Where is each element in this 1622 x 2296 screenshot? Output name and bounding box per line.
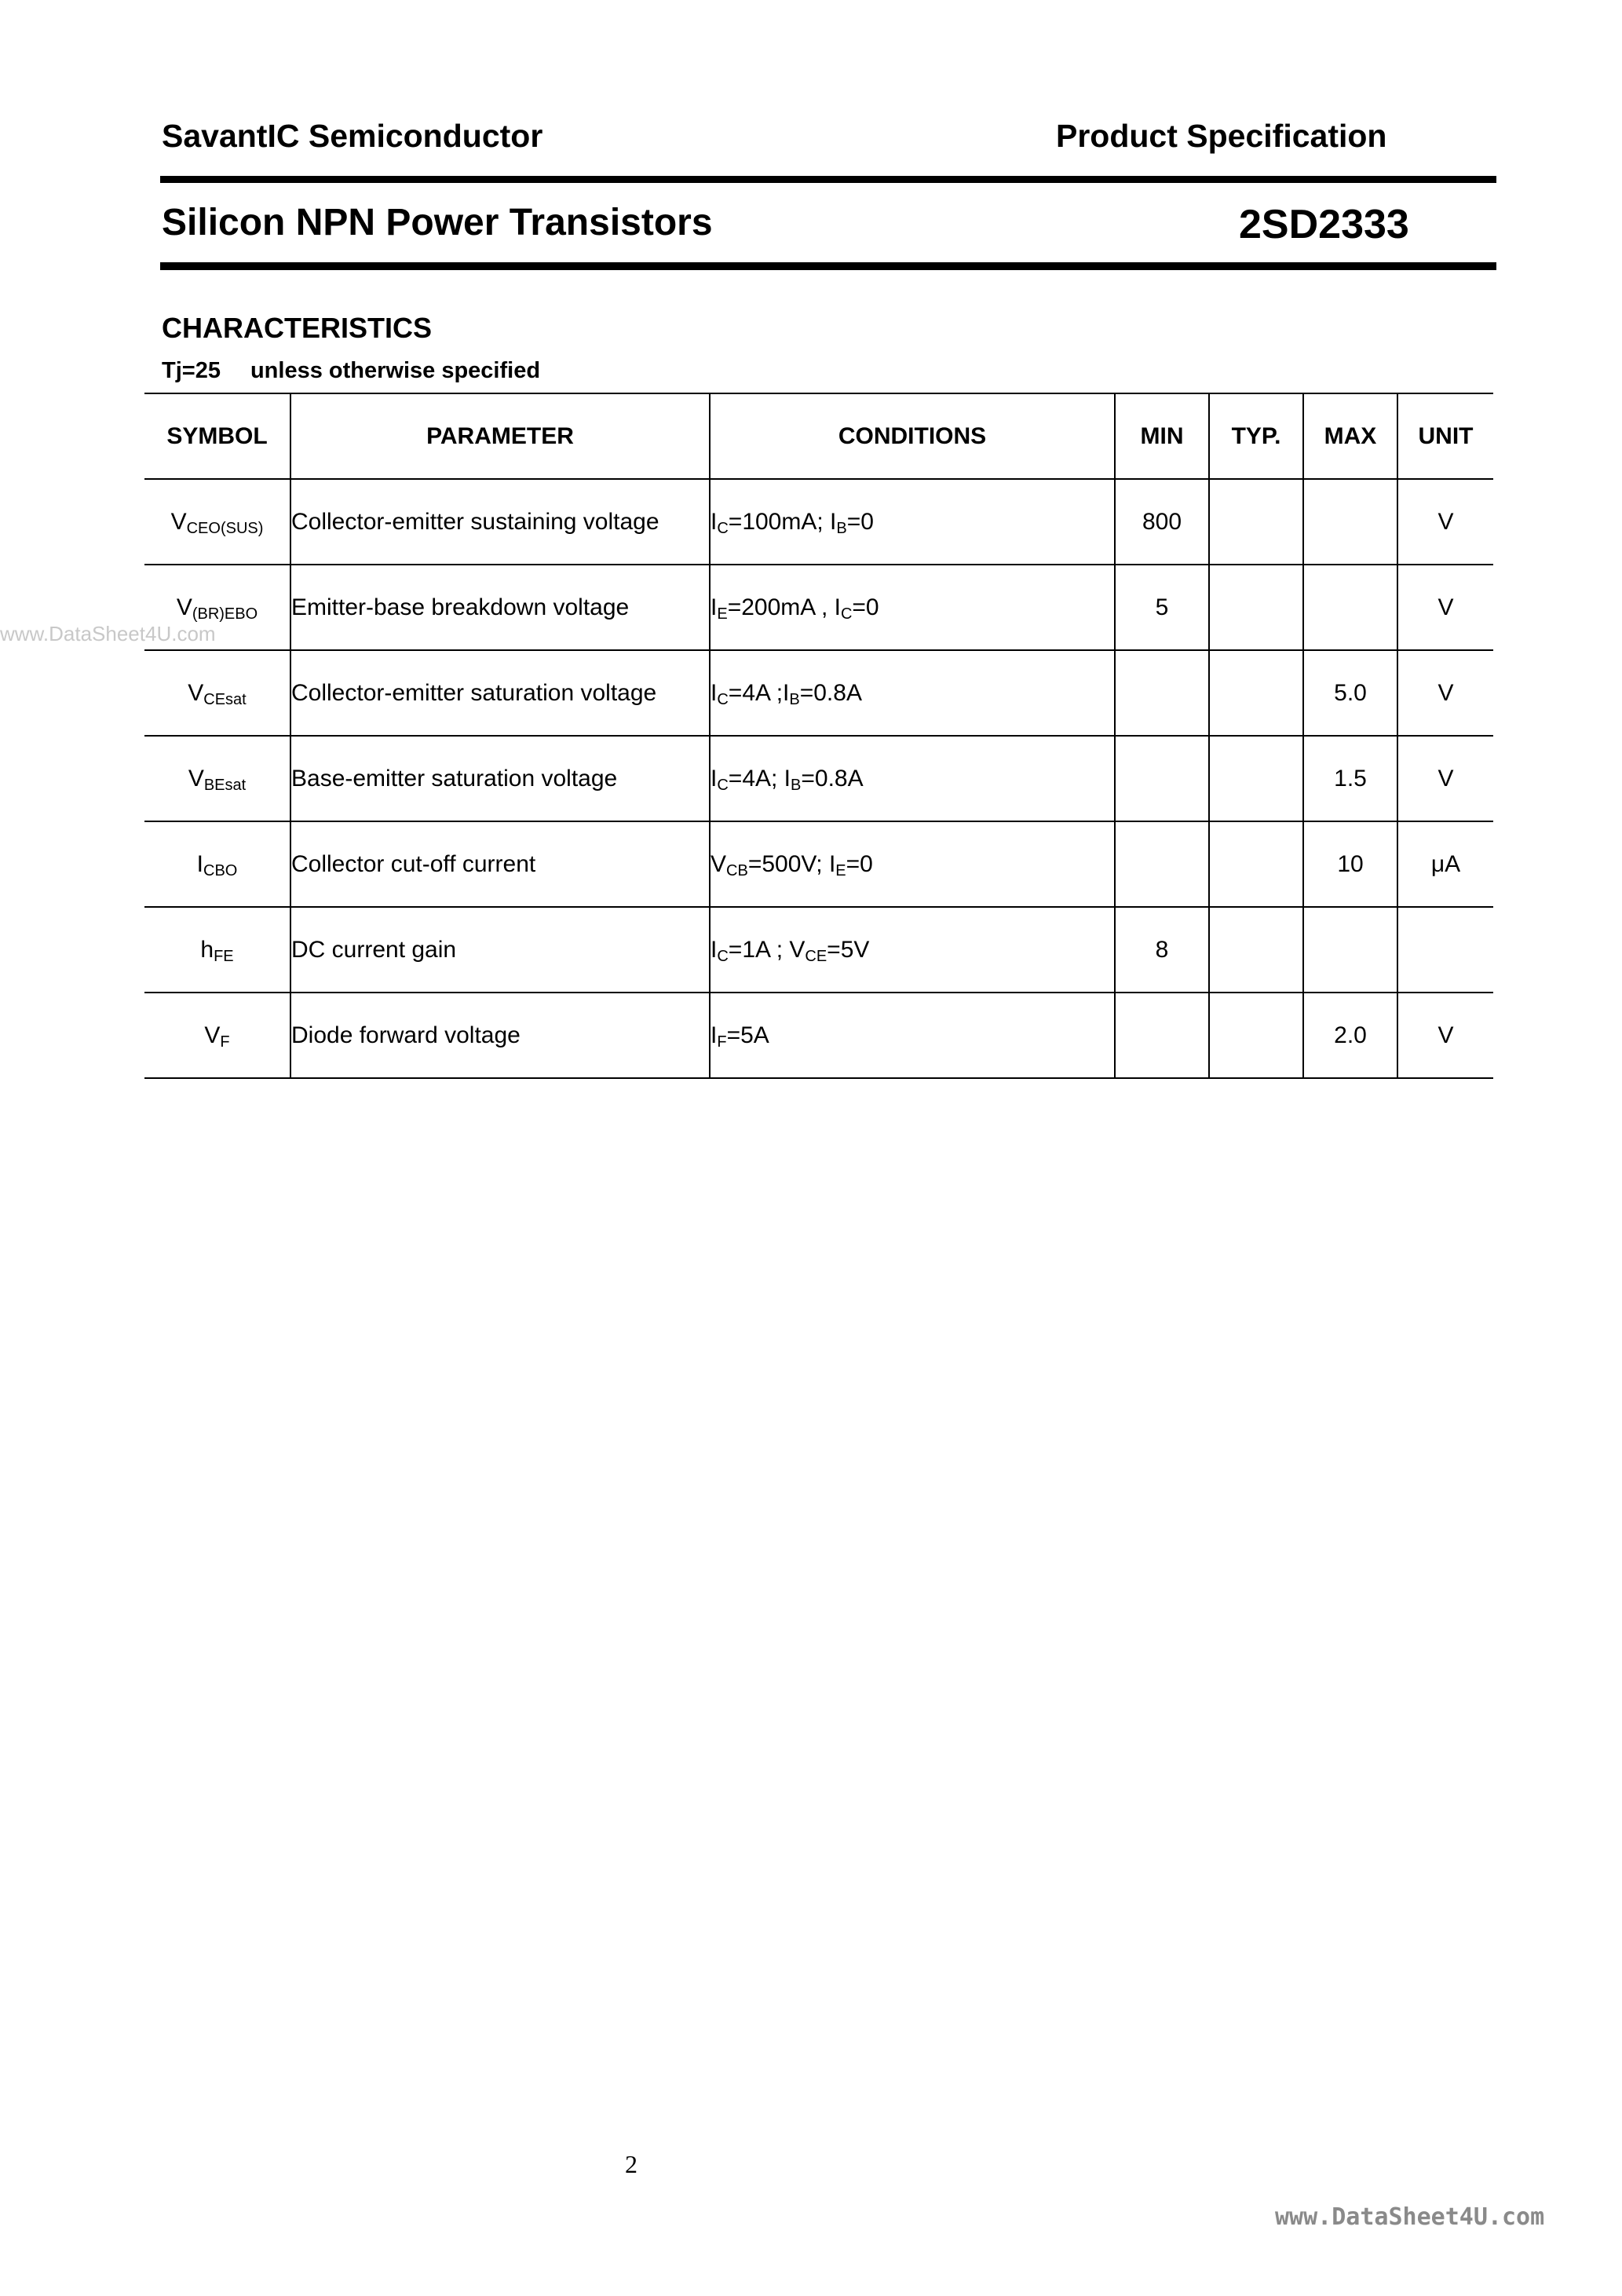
min-cell: 8 xyxy=(1115,907,1209,993)
conditions-cell: $V_{CB}=500V$; $I_E=0$ xyxy=(710,821,1115,907)
table-row xyxy=(144,993,1493,1078)
test-condition-line xyxy=(162,358,540,384)
parameter-cell: Base-emitter saturation voltage xyxy=(290,736,710,821)
header-min: MIN xyxy=(1115,393,1209,479)
parameter-cell: Emitter-base breakdown voltage xyxy=(290,565,710,650)
junction-temperature: Tj=25 xyxy=(162,358,221,383)
parameter-cell: Diode forward voltage xyxy=(290,993,710,1078)
symbol-cell: $V_F$ xyxy=(204,1022,230,1051)
table-row xyxy=(144,479,1493,565)
footer-watermark: www.DataSheet4U.com xyxy=(1275,2203,1545,2231)
header-rule-bottom xyxy=(160,262,1496,270)
max-cell xyxy=(1303,907,1397,993)
typ-cell xyxy=(1209,565,1303,650)
typ-cell xyxy=(1209,993,1303,1078)
header-max: MAX xyxy=(1303,393,1397,479)
typ-cell xyxy=(1209,821,1303,907)
min-cell xyxy=(1115,736,1209,821)
unit-cell xyxy=(1397,907,1493,993)
header-symbol: SYMBOL xyxy=(166,422,268,449)
unit-cell: μA xyxy=(1397,821,1493,907)
table-row xyxy=(144,565,1493,650)
conditions-cell: $I_C=100mA$; $I_B=0$ xyxy=(710,479,1115,565)
min-cell xyxy=(1115,650,1209,736)
parameter-cell: DC current gain xyxy=(290,907,710,993)
characteristics-table xyxy=(144,393,1493,1079)
header-parameter: PARAMETER xyxy=(290,393,710,479)
min-cell: 800 xyxy=(1115,479,1209,565)
table-row xyxy=(144,736,1493,821)
header-rule-top xyxy=(160,176,1496,183)
typ-cell xyxy=(1209,479,1303,565)
unit-cell: V xyxy=(1397,565,1493,650)
parameter-cell: Collector-emitter sustaining voltage xyxy=(290,479,710,565)
typ-cell xyxy=(1209,907,1303,993)
conditions-cell: $I_C=4A$ $;I_B=0.8A$ xyxy=(710,650,1115,736)
table-row xyxy=(144,907,1493,993)
max-cell: 2.0 xyxy=(1303,993,1397,1078)
table-header-row xyxy=(144,393,1493,479)
min-cell xyxy=(1115,993,1209,1078)
symbol-cell: $V_{CEsat}$ xyxy=(188,679,247,708)
max-cell: 5.0 xyxy=(1303,650,1397,736)
header-typ: TYP. xyxy=(1209,393,1303,479)
max-cell xyxy=(1303,565,1397,650)
symbol-cell: $h_{FE}$ xyxy=(200,936,234,965)
side-watermark: www.DataSheet4U.com xyxy=(0,622,216,645)
unit-cell: V xyxy=(1397,479,1493,565)
symbol-cell: $V_{CEO(SUS)}$ xyxy=(170,508,264,537)
document-type: Product Specification xyxy=(1056,118,1387,154)
typ-cell xyxy=(1209,650,1303,736)
symbol-cell: $V_{(BR)EBO}$ xyxy=(176,594,258,623)
parameter-cell: Collector cut-off current xyxy=(290,821,710,907)
typ-cell xyxy=(1209,736,1303,821)
conditions-cell: $I_C=1A$ ; $V_{CE}=5V$ xyxy=(710,907,1115,993)
min-cell xyxy=(1115,821,1209,907)
header-unit: UNIT xyxy=(1397,393,1493,479)
max-cell xyxy=(1303,479,1397,565)
conditions-cell: $I_C=4A$; $I_B=0.8A$ xyxy=(710,736,1115,821)
page-title: Silicon NPN Power Transistors xyxy=(162,202,713,243)
table-row xyxy=(144,821,1493,907)
condition-note: unless otherwise specified xyxy=(250,358,541,383)
part-number: 2SD2333 xyxy=(1239,202,1409,247)
page-number: 2 xyxy=(625,2150,637,2178)
symbol-cell: $I_{CBO}$ xyxy=(196,850,238,879)
unit-cell: V xyxy=(1397,736,1493,821)
section-title: CHARACTERISTICS xyxy=(162,312,433,344)
parameter-cell: Collector-emitter saturation voltage xyxy=(290,650,710,736)
table-row xyxy=(144,650,1493,736)
company-name: SavantIC Semiconductor xyxy=(162,118,543,154)
conditions-cell: $I_F=5A$ xyxy=(710,993,1115,1078)
unit-cell: V xyxy=(1397,650,1493,736)
min-cell: 5 xyxy=(1115,565,1209,650)
header-conditions: CONDITIONS xyxy=(710,393,1115,479)
conditions-cell: $I_E=200mA$ , $I_C=0$ xyxy=(710,565,1115,650)
max-cell: 1.5 xyxy=(1303,736,1397,821)
max-cell: 10 xyxy=(1303,821,1397,907)
symbol-cell: $V_{BEsat}$ xyxy=(188,765,247,794)
unit-cell: V xyxy=(1397,993,1493,1078)
